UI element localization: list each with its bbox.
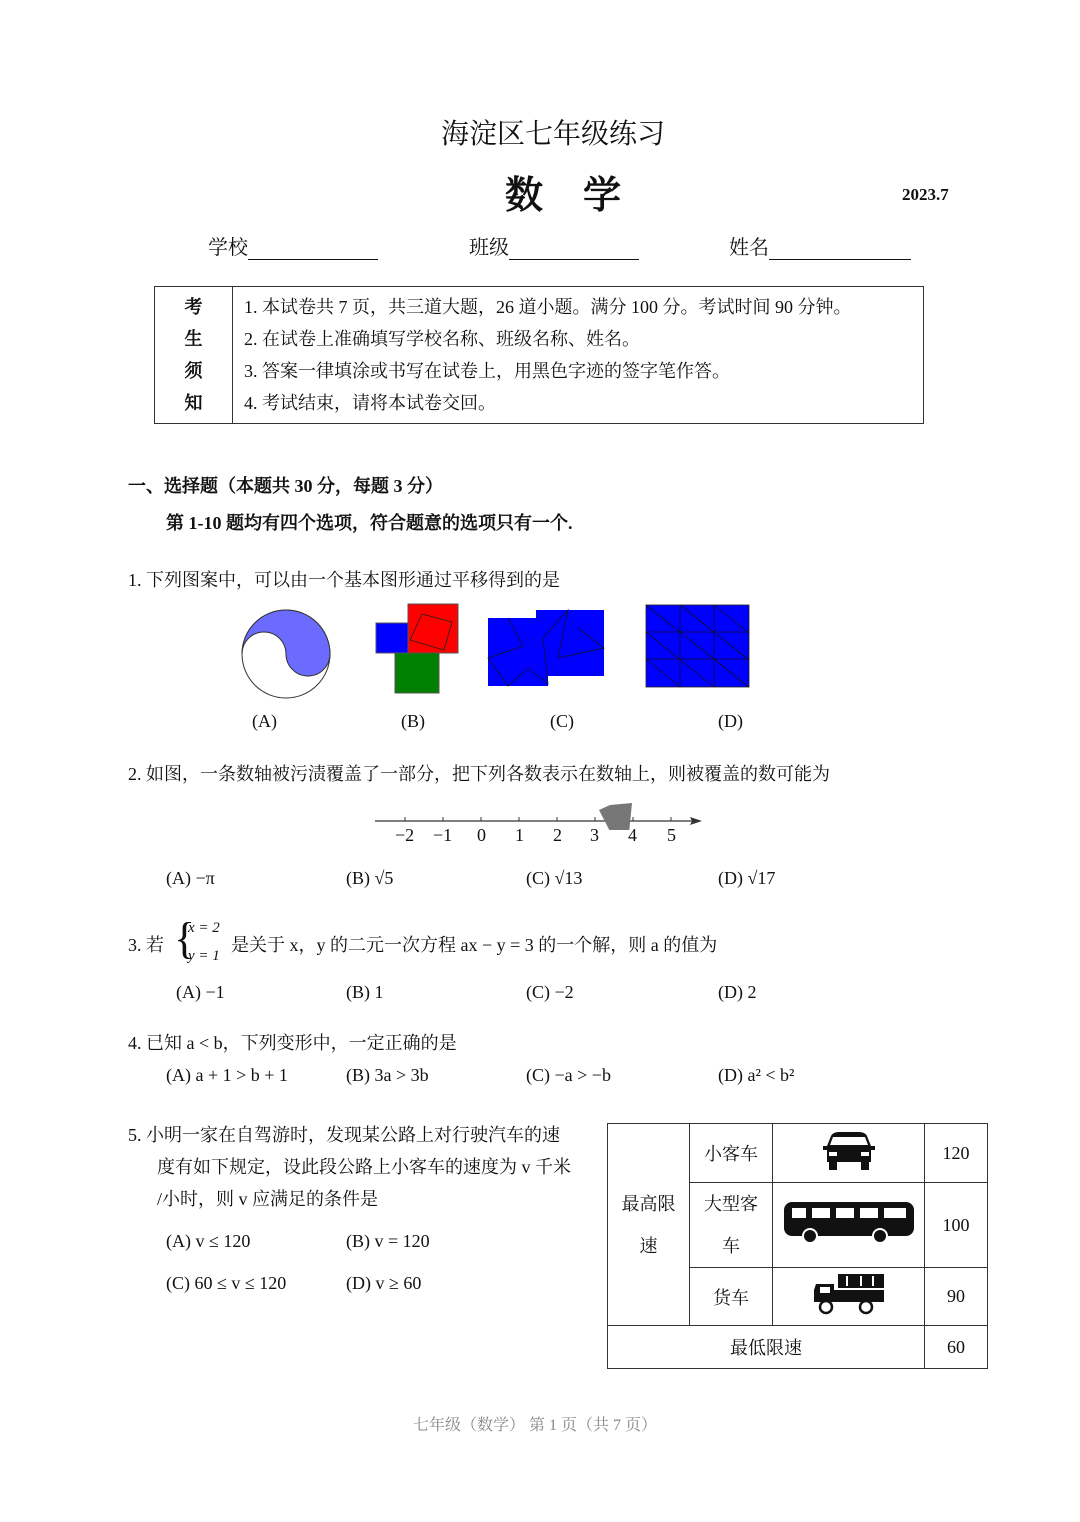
tick-label: −2 <box>395 825 415 845</box>
class-field[interactable] <box>469 231 639 260</box>
notice-item: 4. 考试结束，请将本试卷交回。 <box>244 393 496 413</box>
notice-item: 1. 本试卷共 7 页，共三道大题，26 道小题。满分 100 分。考试时间 90 分钟。 <box>244 297 852 317</box>
option-d[interactable]: (D) v ≥ 60 <box>346 1273 422 1293</box>
figure-c-stars <box>488 610 604 686</box>
question-1-figures <box>236 600 766 705</box>
figure-b-squares <box>376 604 458 693</box>
option-c[interactable]: (C) −a > −b <box>526 1065 611 1085</box>
bus-icon <box>773 1183 925 1268</box>
name-label: 姓名 <box>729 237 769 259</box>
option-a[interactable]: (A) v ≤ 120 <box>166 1231 251 1251</box>
truck-icon <box>773 1268 925 1326</box>
exam-date: 2023.7 <box>902 185 949 204</box>
vehicle-name: 大型客车 <box>690 1183 773 1268</box>
speed-limit-value: 120 <box>925 1124 988 1183</box>
figure-label-c: (C) <box>550 711 574 731</box>
figure-label-b: (B) <box>401 711 425 731</box>
section-heading: 一、选择题（本题共 30 分，每题 3 分） <box>128 476 443 496</box>
question-5-line: /小时，则 v 应满足的条件是 <box>157 1189 378 1209</box>
option-d[interactable]: (D) √17 <box>718 868 776 888</box>
tick-label: 3 <box>590 825 599 845</box>
section-subheading: 第 1-10 题均有四个选项，符合题意的选项只有一个. <box>166 513 573 533</box>
min-speed-value: 60 <box>925 1326 988 1369</box>
option-b[interactable]: (B) √5 <box>346 868 394 888</box>
speed-limit-table <box>607 1123 988 1369</box>
option-d[interactable]: (D) a² < b² <box>718 1065 795 1085</box>
option-a[interactable]: (A) −1 <box>176 982 225 1002</box>
option-a[interactable]: (A) −π <box>166 868 215 888</box>
system-eq-2: y = 1 <box>188 948 220 964</box>
figure-d-grid <box>646 605 749 687</box>
question-3-text: 是关于 x，y 的二元一次方程 ax − y = 3 的一个解，则 a 的值为 <box>231 935 718 955</box>
tick-label: 2 <box>553 825 562 845</box>
option-b[interactable]: (B) v = 120 <box>346 1231 430 1251</box>
brace: { <box>174 914 196 963</box>
option-b[interactable]: (B) 1 <box>346 982 384 1002</box>
school-label: 学校 <box>208 237 248 259</box>
notice-heading: 考 生 须 知 <box>155 287 233 424</box>
notice-item: 2. 在试卷上准确填写学校名称、班级名称、姓名。 <box>244 329 640 349</box>
option-b[interactable]: (B) 3a > 3b <box>346 1065 429 1085</box>
exam-title: 海淀区七年级练习 <box>440 119 665 150</box>
car-icon <box>773 1124 925 1183</box>
exam-notice-box <box>154 286 924 424</box>
notice-items <box>233 287 924 424</box>
question-1-text: 1. 下列图案中，可以由一个基本图形通过平移得到的是 <box>128 570 560 590</box>
option-c[interactable]: (C) −2 <box>526 982 574 1002</box>
school-field[interactable] <box>208 231 378 260</box>
subject-title: 数学 <box>505 175 662 217</box>
figure-label-a: (A) <box>252 711 277 731</box>
option-c[interactable]: (C) 60 ≤ v ≤ 120 <box>166 1273 287 1293</box>
question-5-line: 度有如下规定，设此段公路上小客车的速度为 v 千米 <box>157 1157 571 1177</box>
speed-limit-value: 90 <box>925 1268 988 1326</box>
figure-a-yin-yang <box>242 610 330 698</box>
max-speed-label: 最高限速 <box>608 1124 690 1326</box>
tick-label: 0 <box>477 825 486 845</box>
option-c[interactable]: (C) √13 <box>526 868 583 888</box>
figure-label-d: (D) <box>718 711 743 731</box>
speed-limit-value: 100 <box>925 1183 988 1268</box>
question-5-line: 5. 小明一家在自驾游时，发现某公路上对行驶汽车的速 <box>128 1125 560 1145</box>
system-eq-1: x = 2 <box>188 920 220 936</box>
tick-label: 1 <box>515 825 524 845</box>
option-a[interactable]: (A) a + 1 > b + 1 <box>166 1065 288 1085</box>
page-footer: 七年级（数学） 第 1 页（共 7 页） <box>412 1417 657 1434</box>
question-2-text: 2. 如图，一条数轴被污渍覆盖了一部分，把下列各数表示在数轴上，则被覆盖的数可能为 <box>128 764 830 784</box>
question-3-prefix: 3. 若 <box>128 935 164 955</box>
name-field[interactable] <box>729 231 911 260</box>
number-line <box>370 800 710 830</box>
vehicle-name: 货车 <box>690 1268 773 1326</box>
notice-item: 3. 答案一律填涂或书写在试卷上，用黑色字迹的签字笔作答。 <box>244 361 730 381</box>
tick-label: 4 <box>628 825 637 845</box>
tick-label: −1 <box>433 825 453 845</box>
tick-label: 5 <box>667 825 676 845</box>
class-label: 班级 <box>469 237 509 259</box>
vehicle-name: 小客车 <box>690 1124 773 1183</box>
min-speed-label: 最低限速 <box>608 1326 925 1369</box>
option-d[interactable]: (D) 2 <box>718 982 757 1002</box>
question-4-text: 4. 已知 a < b，下列变形中，一定正确的是 <box>128 1033 457 1053</box>
